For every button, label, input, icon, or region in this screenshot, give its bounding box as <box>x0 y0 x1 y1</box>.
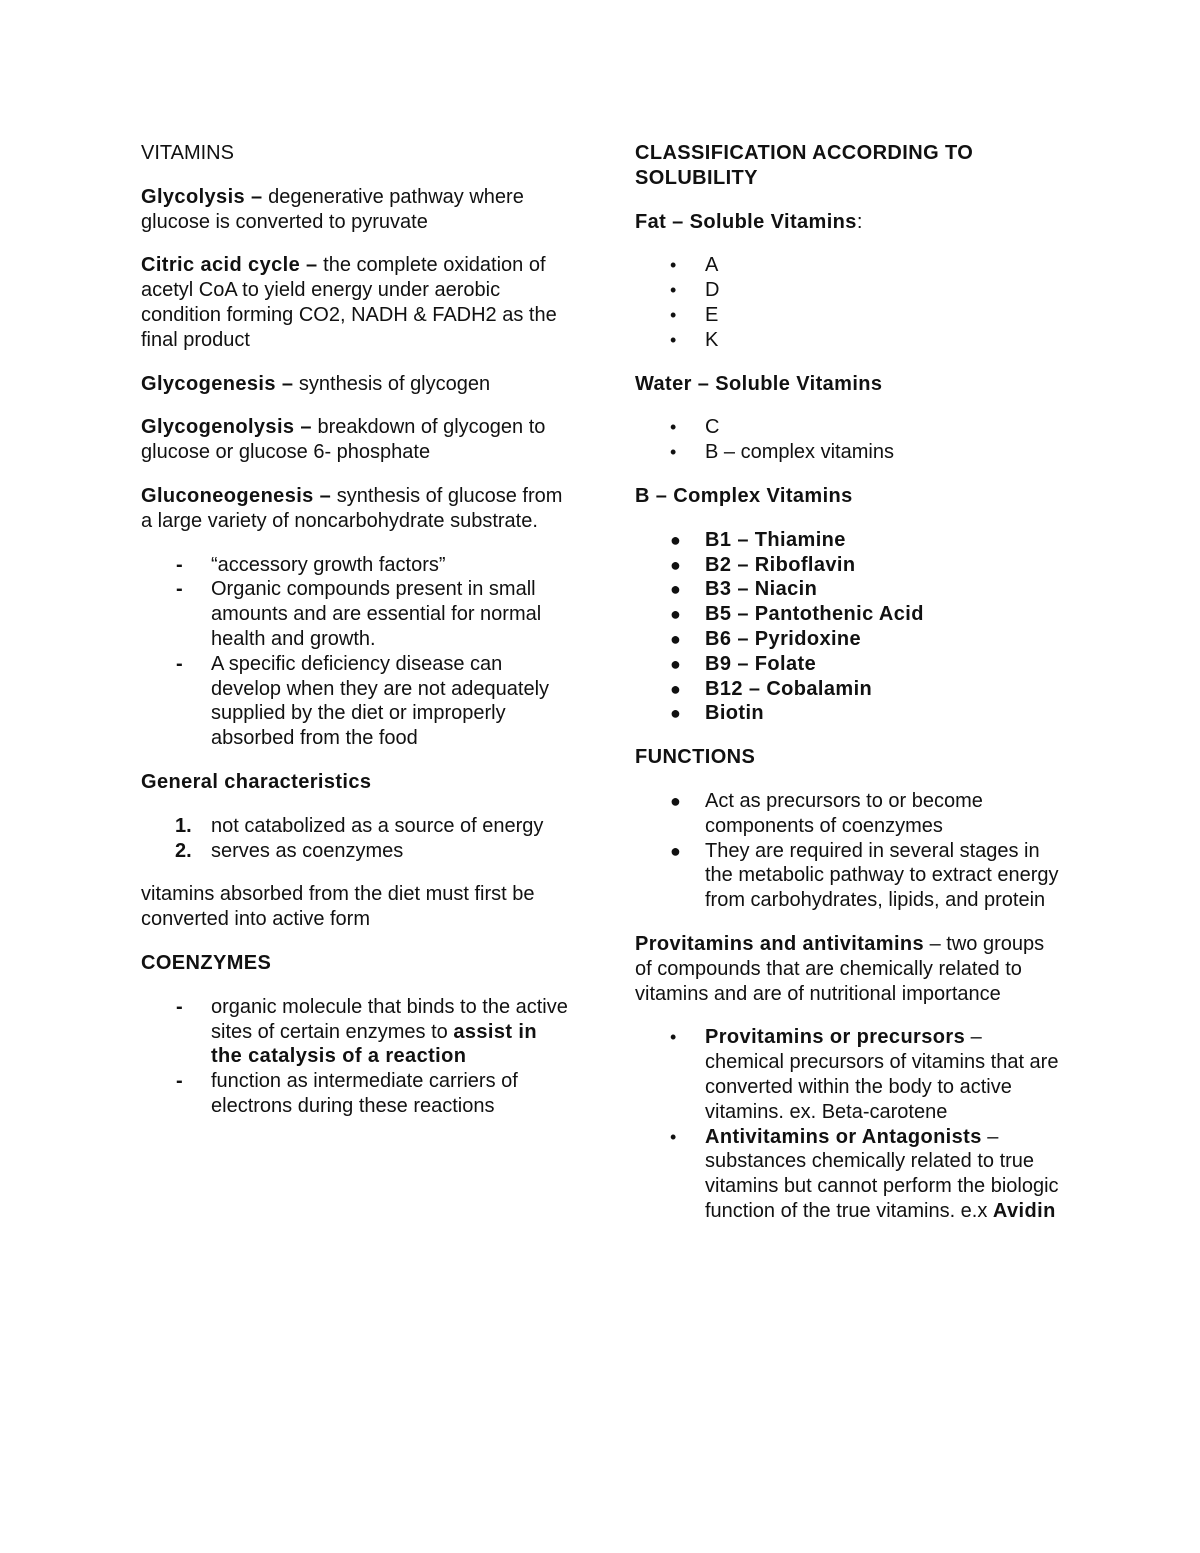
list-item: • K <box>670 328 719 351</box>
definition-glycogenolysis <box>141 415 571 465</box>
list-item: ● B12 – Cobalamin <box>670 677 873 700</box>
list-item: ● They are required in several stages in the metabolic pathway to extract energy from carbohydrates, lipids, and protein <box>670 839 1059 912</box>
definition-gluconeogenesis <box>141 484 571 534</box>
bullet-marker: • <box>670 329 677 350</box>
list-item: - function as intermediate carriers of electrons during these reactions <box>176 1070 518 1117</box>
bullet-marker: ● <box>670 554 682 575</box>
list-item: - organic molecule that binds to the active sites of certain enzymes to assist in the catalysis of a reaction <box>176 995 568 1068</box>
right-column <box>635 141 1065 1243</box>
bullet-marker: ● <box>670 678 682 699</box>
bullet-marker: ● <box>670 604 682 625</box>
list-item: ● B1 – Thiamine <box>670 528 846 551</box>
vitamin-points-list <box>141 553 571 751</box>
functions-heading: FUNCTIONS <box>635 746 756 769</box>
definition-glycolysis <box>141 185 571 235</box>
bullet-marker: ● <box>670 653 682 674</box>
term: Gluconeogenesis – <box>141 484 332 507</box>
bullet-marker: • <box>670 442 677 463</box>
dash-marker: - <box>176 578 183 601</box>
bullet-marker: • <box>670 1027 677 1048</box>
number-marker: 1. <box>175 814 192 837</box>
bullet-marker: ● <box>670 840 681 861</box>
dash-marker: - <box>176 995 183 1018</box>
definition-text: breakdown of glycogen to glucose or glucose 6- phosphate <box>141 416 546 464</box>
list-item: • A <box>670 254 719 277</box>
bullet-marker: • <box>670 1126 677 1147</box>
definition-text: synthesis of glucose from a large variety of noncarbohydrate substrate. <box>141 484 563 532</box>
definition-citric-acid-cycle <box>141 253 571 352</box>
bullet-marker: • <box>670 280 677 301</box>
dash-marker: - <box>176 652 183 675</box>
general-characteristics-list <box>141 814 571 864</box>
list-item: ● B2 – Riboflavin <box>670 553 856 576</box>
list-item: • D <box>670 279 720 302</box>
list-item: - Organic compounds present in small amounts and are essential for normal health and growth. <box>176 578 542 650</box>
bullet-marker: ● <box>670 628 682 649</box>
document-title: VITAMINS <box>141 142 234 164</box>
list-item: ● Act as precursors to or become components of coenzymes <box>670 789 983 837</box>
bullet-marker: ● <box>670 790 681 811</box>
term: Citric acid cycle – <box>141 254 318 277</box>
list-item: 1. not catabolized as a source of energy <box>175 814 544 837</box>
list-item: ● B9 – Folate <box>670 652 817 675</box>
functions-list <box>635 789 1065 913</box>
list-item: • Antivitamins or Antagonists – substances chemically related to true vitamins but cannot perform the biologic function of the true vitamins. e.x Avidin <box>670 1125 1059 1222</box>
dash-marker: - <box>176 553 183 576</box>
dash-marker: - <box>176 1070 183 1093</box>
bullet-marker: ● <box>670 579 682 600</box>
term: Glycogenesis – <box>141 372 294 395</box>
list-item: • C <box>670 416 720 439</box>
water-soluble-heading: Water – Soluble Vitamins <box>635 372 883 395</box>
b-complex-heading: B – Complex Vitamins <box>635 484 853 507</box>
classification-heading: CLASSIFICATION ACCORDING TO SOLUBILITY <box>635 142 974 189</box>
water-soluble-list <box>635 415 1065 465</box>
list-item: • E <box>670 303 719 326</box>
term: Glycogenolysis – <box>141 416 312 439</box>
list-item: ● Biotin <box>670 702 765 725</box>
term: Glycolysis – <box>141 185 263 208</box>
list-item: ● B6 – Pyridoxine <box>670 627 862 650</box>
bullet-marker: ● <box>670 703 682 724</box>
general-characteristics-heading: General characteristics <box>141 770 372 793</box>
list-item: ● B5 – Pantothenic Acid <box>670 603 924 626</box>
provitamins-antivitamins-paragraph: Provitamins and antivitamins – two groups of compounds that are chemically related to vitamins and are of nutritional importance <box>635 932 1045 1005</box>
list-item: ● B3 – Niacin <box>670 578 818 601</box>
list-item: 2. serves as coenzymes <box>175 839 404 862</box>
definition-text: synthesis of glycogen <box>293 372 491 395</box>
provitamins-list <box>635 1025 1065 1223</box>
definition-text: degenerative pathway where glucose is converted to pyruvate <box>141 185 524 233</box>
fat-soluble-list <box>635 253 1065 352</box>
definition-glycogenesis <box>141 372 571 397</box>
bullet-marker: • <box>670 417 677 438</box>
fat-soluble-heading: Fat – Soluble Vitamins: <box>635 210 863 233</box>
b-complex-list <box>635 528 1065 726</box>
bullet-marker: • <box>670 255 677 276</box>
bullet-marker: • <box>670 304 677 325</box>
bullet-marker: ● <box>670 529 682 550</box>
absorbed-note: vitamins absorbed from the diet must first be converted into active form <box>141 883 535 931</box>
coenzymes-list <box>141 995 571 1119</box>
number-marker: 2. <box>175 839 192 862</box>
coenzymes-heading: COENZYMES <box>141 951 272 974</box>
list-item: - A specific deficiency disease can develop when they are not adequately supplied by the diet or improperly absorbed from the food <box>176 652 550 750</box>
left-column <box>141 141 571 1138</box>
list-item: • Provitamins or precursors – chemical precursors of vitamins that are converted within the body to active vitamins. ex. Beta-carotene <box>670 1026 1059 1123</box>
definition-text: the complete oxidation of acetyl CoA to yield energy under aerobic condition forming CO2, NADH & FADH2 as the final product <box>141 254 557 351</box>
list-item: - “accessory growth factors” <box>176 553 446 576</box>
list-item: • B – complex vitamins <box>670 441 894 464</box>
